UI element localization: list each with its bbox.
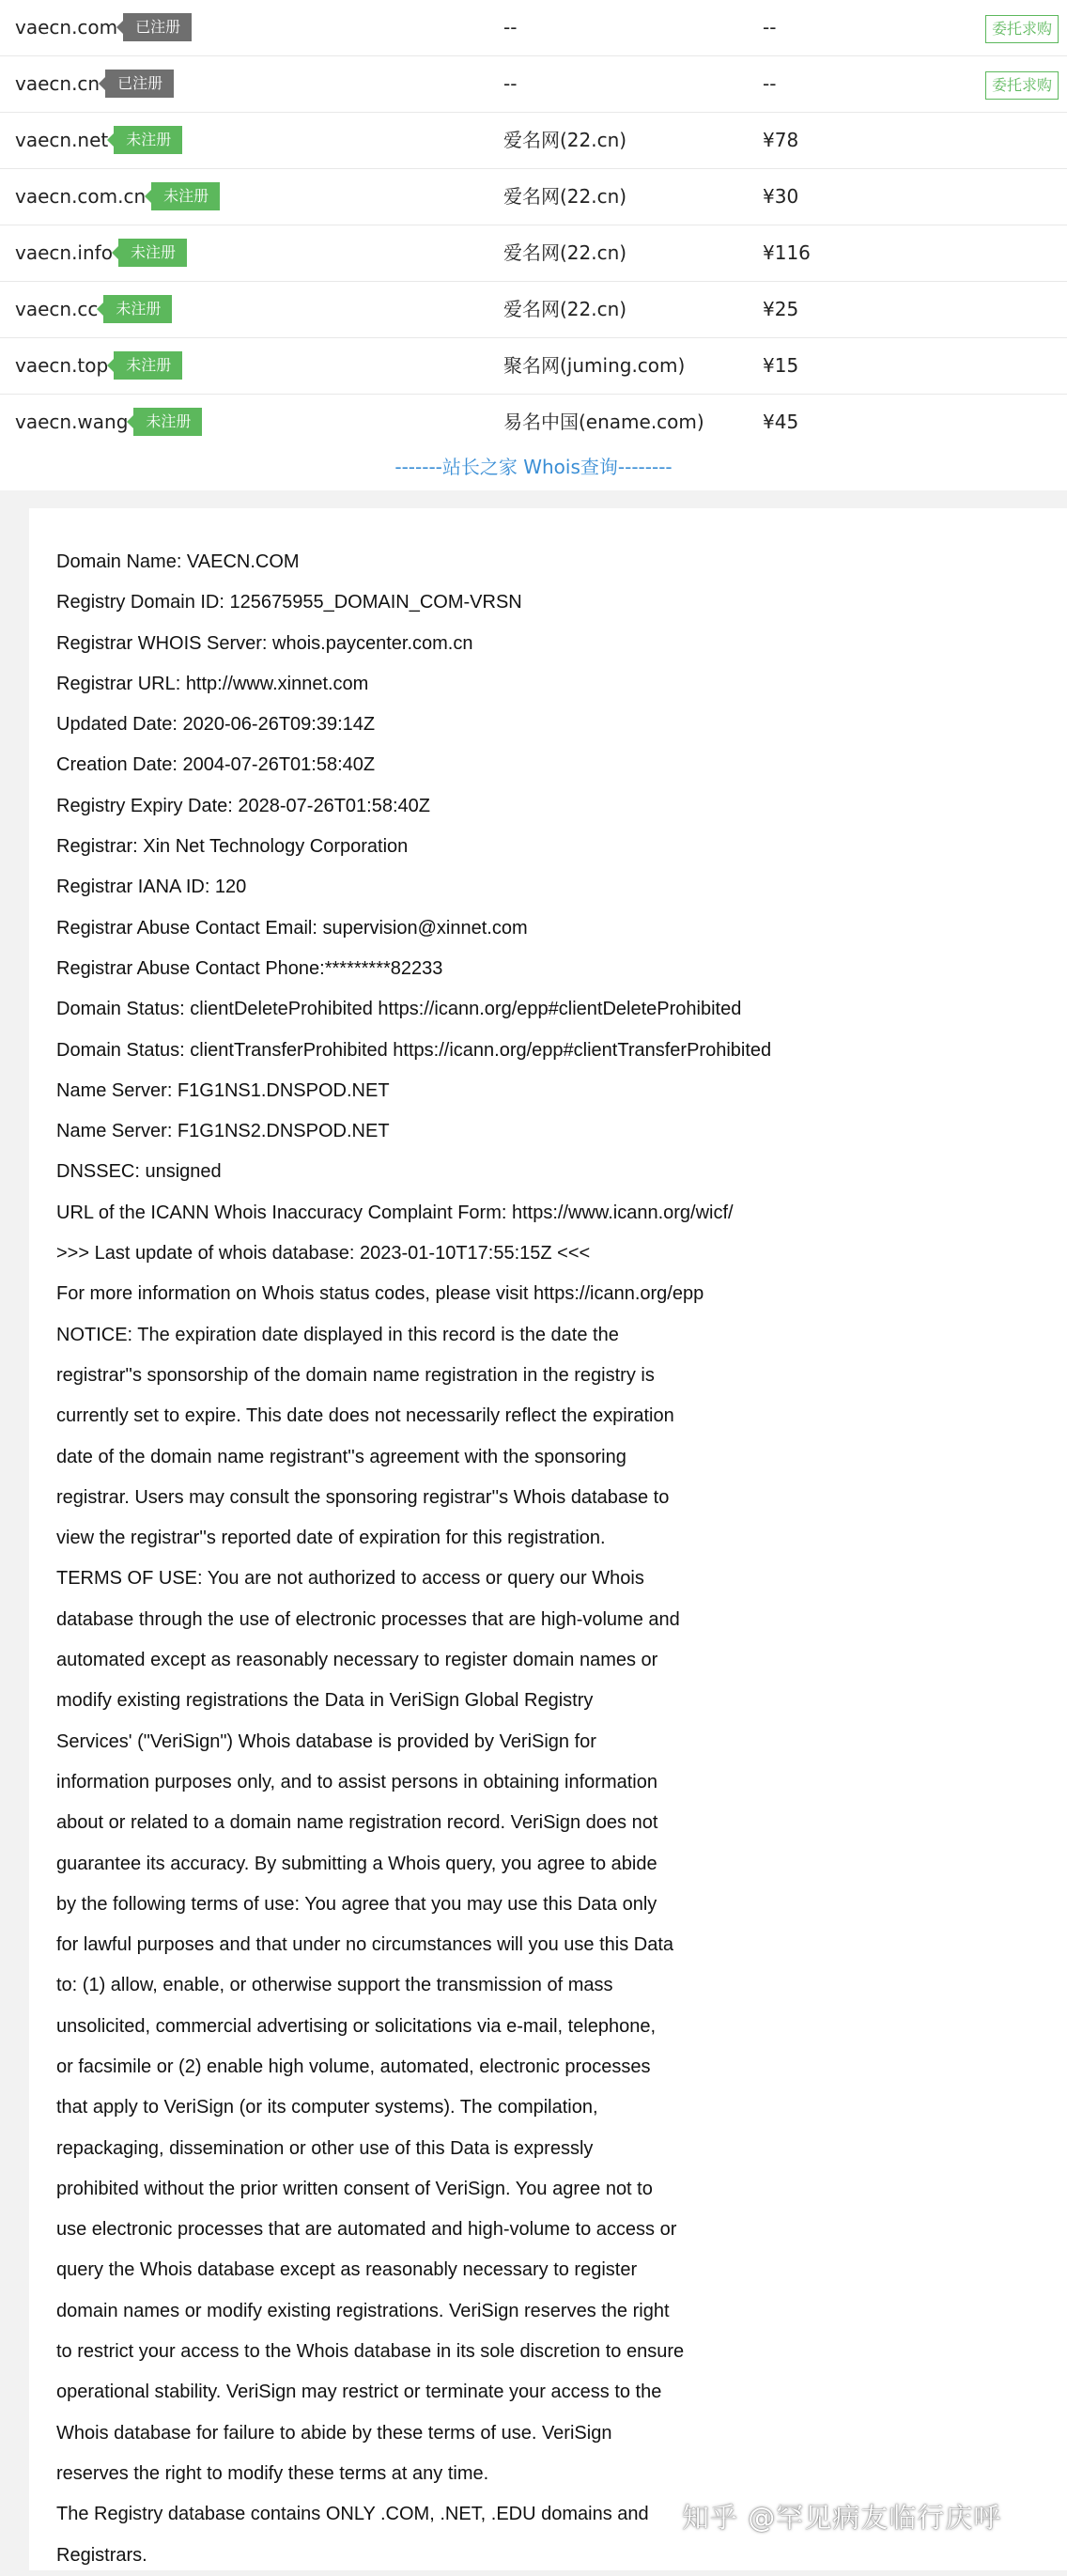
whois-line: Registrar Abuse Contact Phone:*********82233	[56, 957, 443, 979]
whois-line: or facsimile or (2) enable high volume, automated, electronic processes	[56, 2056, 651, 2077]
whois-line: registrar''s sponsorship of the domain name registration in the registry is	[56, 1364, 655, 1386]
whois-line: Registrar WHOIS Server: whois.paycenter.com.cn	[56, 632, 473, 654]
whois-line: >>> Last update of whois database: 2023-01-10T17:55:15Z <<<	[56, 1243, 591, 1265]
registrar-cell: --	[503, 72, 518, 95]
whois-line: For more information on Whois status codes, please visit https://icann.org/epp	[56, 1283, 704, 1305]
whois-line: reserves the right to modify these terms at any time.	[56, 2462, 489, 2484]
price-cell: ¥15	[763, 354, 799, 377]
whois-line: to restrict your access to the Whois database in its sole discretion to ensure	[56, 2341, 685, 2363]
domain-row	[0, 169, 1067, 225]
domain-row	[0, 225, 1067, 282]
whois-query-link[interactable]: -------站长之家 Whois查询--------	[394, 456, 673, 478]
whois-line: about or related to a domain name registration record. VeriSign does not	[56, 1812, 658, 1834]
status-badge: 已注册	[105, 70, 174, 98]
whois-line: for lawful purposes and that under no circumstances will you use this Data	[56, 1934, 674, 1956]
price-cell: --	[763, 72, 777, 95]
domain-row	[0, 395, 1067, 451]
domain-name: vaecn.net	[15, 129, 109, 151]
watermark: 知乎 @罕见病友临行庆呼	[682, 2502, 1002, 2534]
whois-line: Domain Status: clientDeleteProhibited https://icann.org/epp#clientDeleteProhibited	[56, 999, 742, 1020]
status-badge: 未注册	[133, 408, 202, 436]
whois-line: DNSSEC: unsigned	[56, 1161, 222, 1183]
domain-name-cell	[15, 56, 174, 112]
whois-text	[56, 542, 771, 2576]
whois-line: Registry Expiry Date: 2028-07-26T01:58:40Z	[56, 795, 430, 816]
domain-name-cell	[15, 113, 182, 168]
whois-link-row	[0, 443, 1067, 490]
whois-line: operational stability. VeriSign may restrict or terminate your access to the	[56, 2382, 662, 2403]
request-purchase-button[interactable]: 委托求购	[985, 15, 1059, 43]
domain-name-cell	[15, 338, 182, 394]
price-cell: ¥78	[763, 129, 799, 151]
domain-row	[0, 282, 1067, 338]
status-badge: 已注册	[123, 13, 192, 41]
registrar-cell: 爱名网(22.cn)	[503, 298, 627, 320]
domain-table	[0, 0, 1067, 451]
whois-line: to: (1) allow, enable, or otherwise support the transmission of mass	[56, 1975, 613, 1996]
price-cell: ¥116	[763, 241, 811, 264]
domain-name: vaecn.com	[15, 16, 118, 39]
whois-line: guarantee its accuracy. By submitting a Whois query, you agree to abide	[56, 1853, 657, 1874]
whois-line: domain names or modify existing registrations. VeriSign reserves the right	[56, 2300, 670, 2321]
domain-name: vaecn.wang	[15, 411, 129, 433]
whois-line: by the following terms of use: You agree that you may use this Data only	[56, 1893, 657, 1915]
registrar-cell: 爱名网(22.cn)	[503, 185, 627, 208]
status-badge: 未注册	[114, 126, 182, 154]
whois-line: The Registry database contains ONLY .COM, .NET, .EDU domains and	[56, 2504, 649, 2525]
domain-row	[0, 113, 1067, 169]
whois-line: date of the domain name registrant''s agreement with the sponsoring	[56, 1446, 626, 1467]
domain-row	[0, 0, 1067, 56]
whois-line: Services' ("VeriSign") Whois database is provided by VeriSign for	[56, 1730, 596, 1752]
whois-line: that apply to VeriSign (or its computer systems). The compilation,	[56, 2097, 598, 2118]
whois-line: information purposes only, and to assist persons in obtaining information	[56, 1771, 657, 1792]
whois-line: Whois database for failure to abide by these terms of use. VeriSign	[56, 2422, 612, 2444]
domain-name: vaecn.com.cn	[15, 185, 147, 208]
whois-line: Registrar IANA ID: 120	[56, 877, 247, 898]
whois-line: automated except as reasonably necessary to register domain names or	[56, 1650, 658, 1671]
domain-row	[0, 56, 1067, 113]
domain-name: vaecn.cc	[15, 298, 99, 320]
whois-line: modify existing registrations the Data in VeriSign Global Registry	[56, 1690, 594, 1712]
whois-line: registrar. Users may consult the sponsoring registrar''s Whois database to	[56, 1486, 670, 1508]
status-badge: 未注册	[151, 182, 220, 210]
action-cell	[985, 56, 1059, 112]
whois-line: NOTICE: The expiration date displayed in this record is the date the	[56, 1324, 619, 1345]
status-badge: 未注册	[103, 295, 172, 323]
whois-line: repackaging, dissemination or other use of this Data is expressly	[56, 2137, 594, 2159]
price-cell: ¥25	[763, 298, 799, 320]
whois-line: Registrar: Xin Net Technology Corporation	[56, 836, 409, 858]
whois-line: Registry Domain ID: 125675955_DOMAIN_COM-VRSN	[56, 592, 522, 613]
action-cell	[985, 0, 1059, 55]
whois-line: TERMS OF USE: You are not authorized to access or query our Whois	[56, 1568, 644, 1590]
whois-line: Registrars.	[56, 2544, 147, 2566]
price-cell: ¥45	[763, 411, 799, 433]
domain-name: vaecn.cn	[15, 72, 101, 95]
registrar-cell: 爱名网(22.cn)	[503, 129, 627, 151]
whois-line: unsolicited, commercial advertising or solicitations via e-mail, telephone,	[56, 2015, 657, 2037]
domain-name-cell	[15, 395, 202, 450]
whois-line: query the Whois database except as reasonably necessary to register	[56, 2259, 638, 2281]
domain-name-cell	[15, 0, 192, 55]
domain-name: vaecn.top	[15, 354, 109, 377]
registrar-cell: 易名中国(ename.com)	[503, 411, 704, 433]
registrar-cell: --	[503, 16, 518, 39]
price-cell: ¥30	[763, 185, 799, 208]
whois-line: Creation Date: 2004-07-26T01:58:40Z	[56, 754, 376, 776]
whois-line: prohibited without the prior written consent of VeriSign. You agree not to	[56, 2178, 653, 2199]
whois-line: Name Server: F1G1NS1.DNSPOD.NET	[56, 1079, 390, 1101]
domain-name: vaecn.info	[15, 241, 113, 264]
whois-line: view the registrar''s reported date of expiration for this registration.	[56, 1528, 606, 1549]
registrar-cell: 爱名网(22.cn)	[503, 241, 627, 264]
whois-line: Registrar URL: http://www.xinnet.com	[56, 673, 369, 694]
domain-name-cell	[15, 282, 172, 337]
request-purchase-button[interactable]: 委托求购	[985, 71, 1059, 100]
whois-line: use electronic processes that are automated and high-volume to access or	[56, 2219, 677, 2241]
domain-row	[0, 338, 1067, 395]
whois-line: Updated Date: 2020-06-26T09:39:14Z	[56, 714, 376, 736]
whois-line: URL of the ICANN Whois Inaccuracy Complaint Form: https://www.icann.org/wicf/	[56, 1202, 734, 1223]
status-badge: 未注册	[114, 351, 182, 380]
price-cell: --	[763, 16, 777, 39]
whois-line: Domain Status: clientTransferProhibited https://icann.org/epp#clientTransferProhibited	[56, 1039, 772, 1061]
whois-line: database through the use of electronic processes that are high-volume and	[56, 1608, 680, 1630]
registrar-cell: 聚名网(juming.com)	[503, 354, 686, 377]
status-badge: 未注册	[118, 239, 187, 267]
whois-line: Registrar Abuse Contact Email: supervision@xinnet.com	[56, 917, 528, 939]
whois-line: Domain Name: VAECN.COM	[56, 551, 300, 572]
whois-line: Name Server: F1G1NS2.DNSPOD.NET	[56, 1121, 390, 1142]
domain-name-cell	[15, 225, 187, 281]
whois-line: currently set to expire. This date does not necessarily reflect the expiration	[56, 1405, 674, 1427]
domain-name-cell	[15, 169, 220, 225]
whois-result-panel	[29, 508, 1067, 2570]
